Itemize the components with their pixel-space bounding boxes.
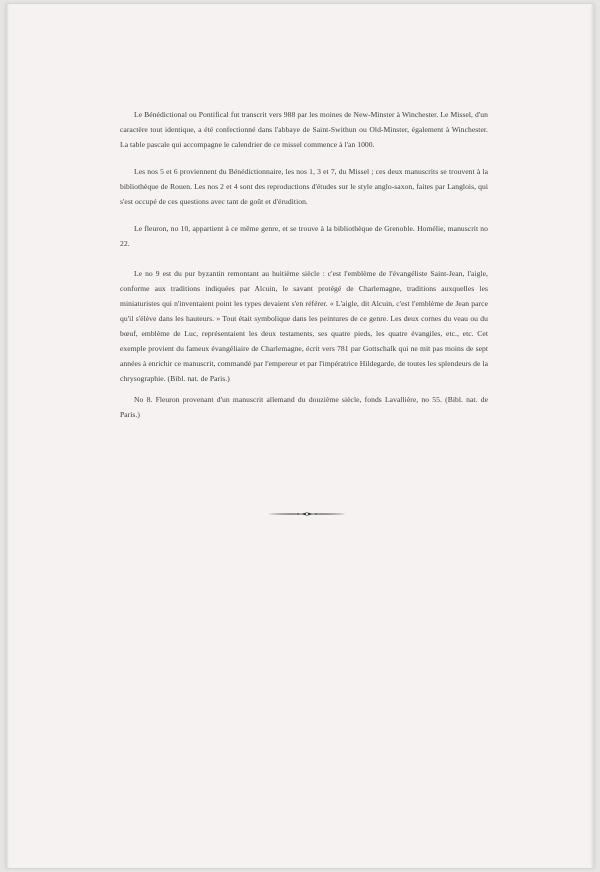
page-edge-right	[590, 4, 594, 868]
document-page	[6, 4, 594, 868]
paragraph-byzantine-eagle: Le no 9 est du pur byzantin remontant au huitième siècle : c'est l'emblème de l'évangéliste Saint-Jean, l'aigle, conforme aux traditions indiquées par Alcuin, le savant protégé de Charlemagne, traditions auxquelles les miniaturistes qui n'inventaient point les types devaient s'en référer. « L'aigle, dit Alcuin, c'est l'emblème de Jean parce qu'il s'élève dans les hauteurs. » Tout était symbolique dans les peintures de ce genre. Les deux cornes du veau ou du bœuf, emblème de Luc, représentaient les deux testaments, ses quatre pieds, les quatre évangiles, etc., etc. Cet exemple provient du fameux évangéliaire de Charlemagne, écrit vers 781 par Gottschalk qui ne mit pas moins de sept années à enrichir ce manuscrit, commandé par l'empereur et par l'impératrice Hildegarde, de toutes les splendeurs de la chrysographie. (Bibl. nat. de Paris.)	[120, 269, 488, 383]
page-edge-left	[6, 4, 9, 868]
paragraph-grenoble-fleuron: Le fleuron, no 10, appartient à ce même genre, et se trouve à la bibliothèque de Grenoble. Homélie, manuscrit no 22.	[120, 224, 488, 248]
paragraph-rouen-manuscripts: Les nos 5 et 6 proviennent du Bénédictionnaire, les nos 1, 3 et 7, du Missel ; ces deux manuscrits se trouvent à la bibliothèque de Rouen. Les nos 2 et 4 sont des reproductions d'études sur le style anglo-saxon, faites par Langlois, qui s'est occupé de ces questions avec tant de goût et d'érudition.	[120, 167, 488, 206]
paragraph-benedictional: Le Bénédictional ou Pontifical fut transcrit vers 988 par les moines de New-Minster à Winchester. Le Missel, d'un caractère tout identique, a été confectionné dans l'abbaye de Saint-Swithun ou Old-Minster, également à Winchester. La table pascale qui accompagne le calendrier de ce missel commence à l'an 1000.	[120, 110, 488, 149]
paragraph-german-fleuron: No 8. Fleuron provenant d'un manuscrit allemand du douzième siècle, fonds Lavallière, no 55. (Bibl. nat. de Paris.)	[120, 395, 488, 419]
tailpiece-ornament-icon	[268, 510, 346, 518]
